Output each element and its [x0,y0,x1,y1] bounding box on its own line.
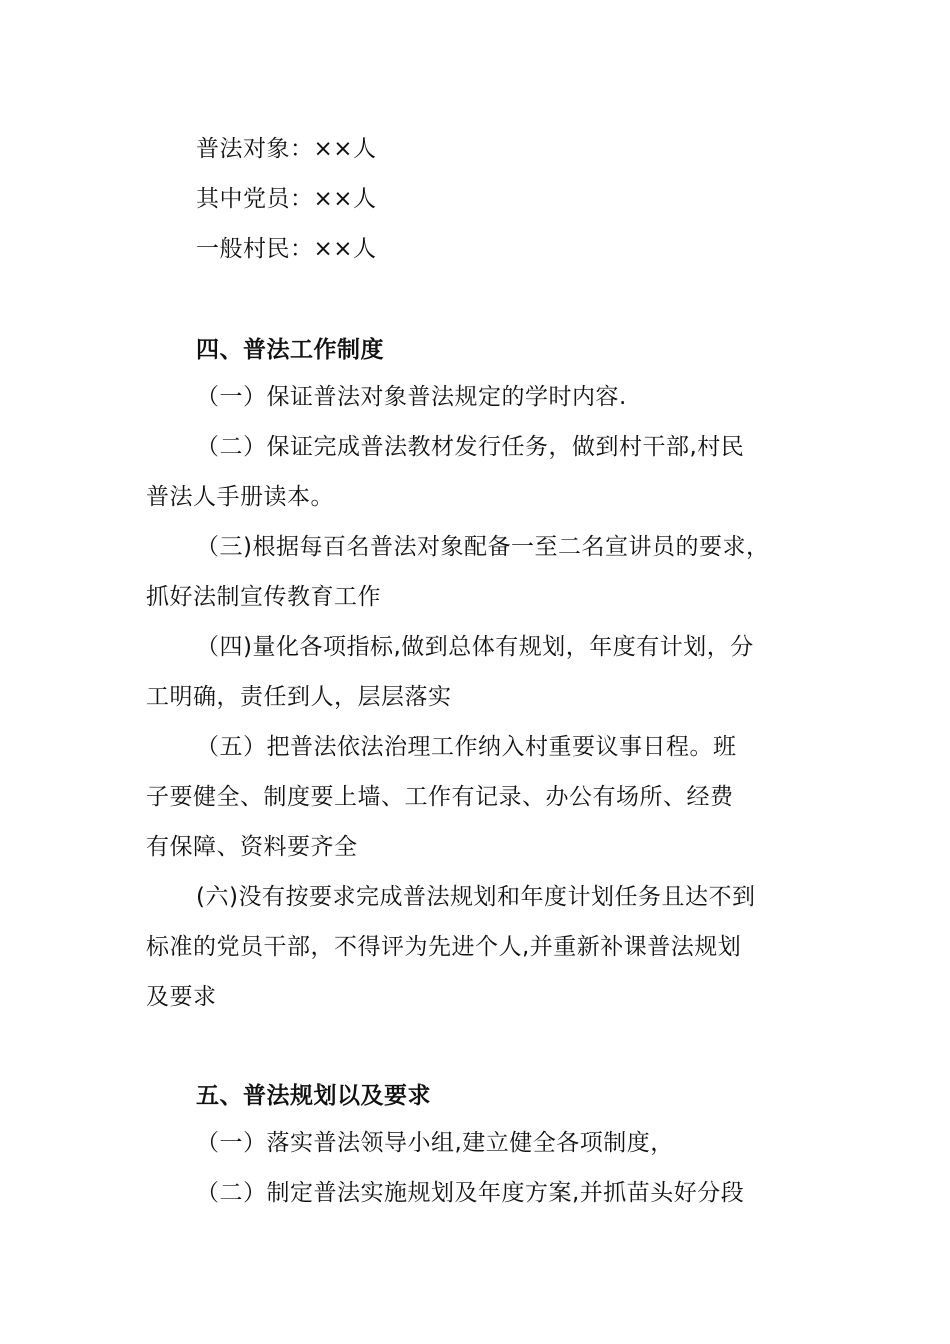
section-5-item-2: （二）制定普法实施规划及年度方案,并抓苗头好分段 [196,1180,745,1206]
section-4-item-2-line-1: （二）保证完成普法教材发行任务，做到村干部,村民 [196,434,745,460]
stat-party-members: 其中党员：××人 [196,186,377,212]
section-4-item-2-line-2: 普法人手册读本。 [146,484,334,510]
section-4-item-4-line-1: （四)量化各项指标,做到总体有规划，年度有计划，分 [196,634,754,660]
section-4-heading: 四、普法工作制度 [196,337,384,363]
section-4-item-5-line-1: （五）把普法依法治理工作纳入村重要议事日程。班 [196,734,737,760]
section-4-item-4-line-2: 工明确，责任到人，层层落实 [146,684,452,710]
section-4-item-3-line-2: 抓好法制宣传教育工作 [146,584,381,610]
section-4-item-5-line-2: 子要健全、制度要上墙、工作有记录、办公有场所、经费 [146,784,734,810]
section-5-heading: 五、普法规划以及要求 [196,1083,431,1109]
section-4-item-3-line-1: （三)根据每百名普法对象配备一至二名宣讲员的要求， [196,534,770,560]
stat-villagers: 一般村民：××人 [196,236,377,262]
stat-target: 普法对象：××人 [196,136,377,162]
section-4-item-1: （一）保证普法对象普法规定的学时内容. [196,384,627,410]
section-4-item-5-line-3: 有保障、资料要齐全 [146,834,358,860]
section-4-item-6-line-2: 标准的党员干部，不得评为先进个人,并重新补课普法规划 [146,934,742,960]
section-5-item-1: （一）落实普法领导小组,建立健全各项制度， [196,1130,674,1156]
section-4-item-6-line-3: 及要求 [146,984,217,1010]
section-4-item-6-line-1: (六)没有按要求完成普法规划和年度计划任务且达不到 [196,884,756,910]
